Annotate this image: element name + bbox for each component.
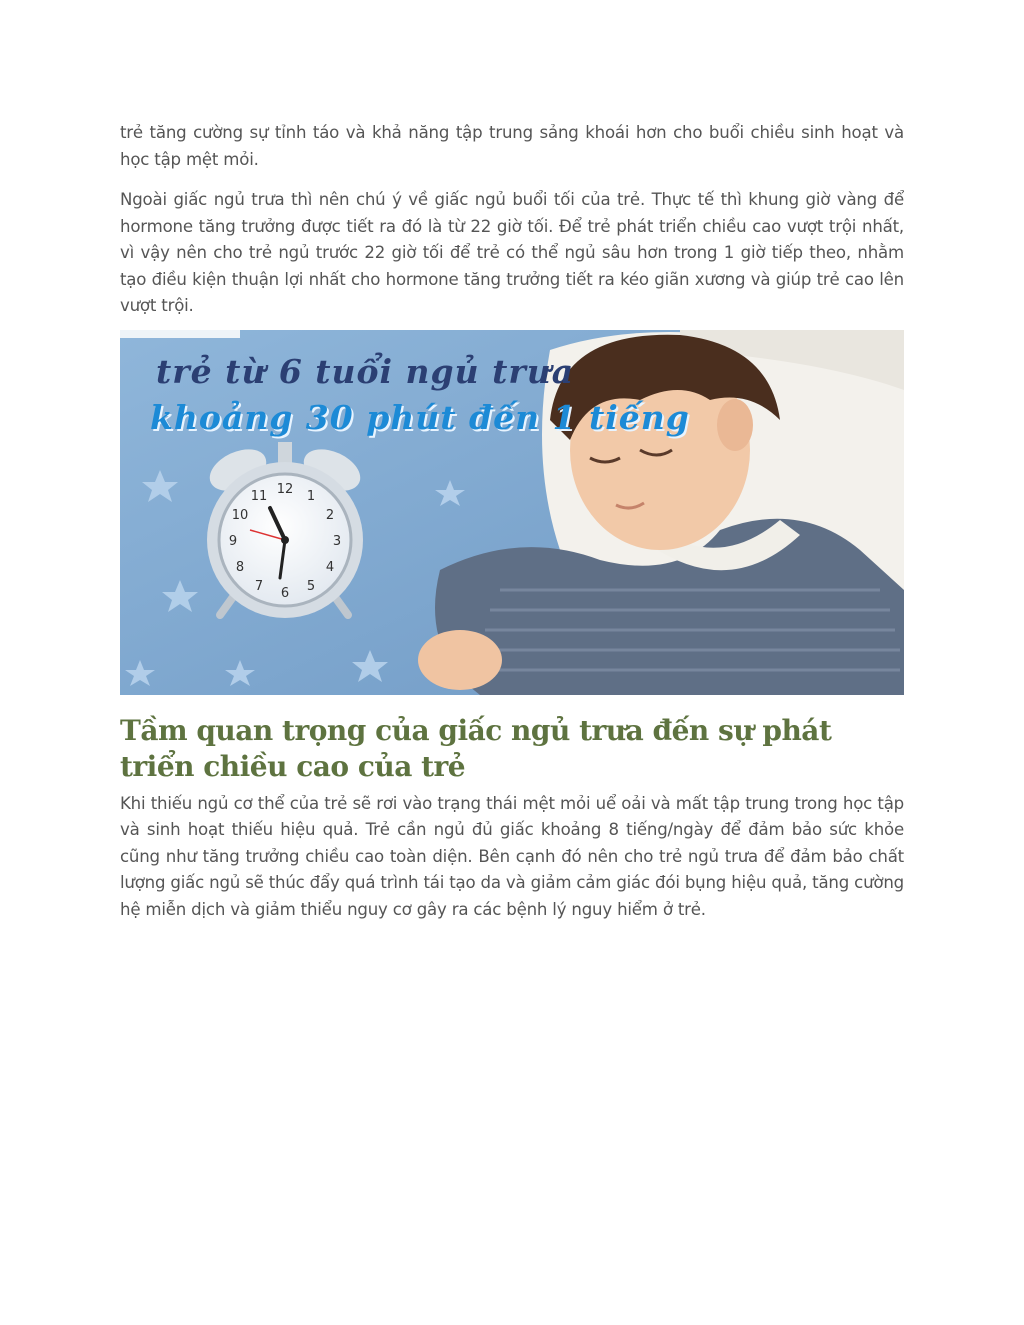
sleeping-child-illustration bbox=[120, 330, 904, 695]
document-page bbox=[120, 120, 904, 923]
clock-number: 6 bbox=[280, 585, 290, 601]
clock-number: 12 bbox=[276, 481, 294, 497]
child-hand bbox=[418, 630, 502, 690]
illustration-caption-line1: trẻ từ 6 tuổi ngủ trưa bbox=[156, 351, 575, 391]
logo-strip bbox=[120, 330, 240, 338]
paragraph-night-sleep: Ngoài giấc ngủ trưa thì nên chú ý về giấc ngủ buổi tối của trẻ. Thực tế thì khung giờ vàng để hormone tăng trưởng được tiết ra đó là từ 22 giờ tối. Để trẻ phát triển chiều cao vượt trội nhất, vì vậy nên cho trẻ ngủ trước 22 giờ tối để trẻ có thể ngủ sâu hơn trong 1 giờ tiếp theo, nhằm tạo điều kiện thuận lợi nhất cho hormone tăng trưởng tiết ra kéo giãn xương và giúp trẻ cao lên vượt trội. bbox=[120, 190, 904, 315]
clock-number: 3 bbox=[332, 533, 342, 549]
illustration-caption-line2: khoảng 30 phút đến 1 tiếng bbox=[150, 397, 690, 437]
clock-number: 8 bbox=[235, 559, 245, 575]
clock-number: 11 bbox=[250, 488, 268, 504]
clock-number: 10 bbox=[231, 507, 249, 523]
clock-number: 4 bbox=[325, 559, 335, 575]
clock-number: 2 bbox=[325, 507, 335, 523]
clock-number: 7 bbox=[254, 578, 264, 594]
alarm-clock bbox=[203, 441, 367, 618]
clock-number: 5 bbox=[306, 578, 316, 594]
clock-number: 9 bbox=[228, 533, 238, 549]
section-paragraph: Khi thiếu ngủ cơ thể của trẻ sẽ rơi vào trạng thái mệt mỏi uể oải và mất tập trung trong học tập và sinh hoạt thiếu hiệu quả. Trẻ cần ngủ đủ giấc khoảng 8 tiếng/ngày để đảm bảo sức khỏe cũng như tăng trưởng chiều cao toàn diện. Bên cạnh đó nên cho trẻ ngủ trưa để đảm bảo chất lượng giấc ngủ sẽ thúc đẩy quá trình tái tạo da và giảm cảm giác đói bụng hiệu quả, tăng cường hệ miễn dịch và giảm thiểu nguy cơ gây ra các bệnh lý nguy hiểm ở trẻ. bbox=[120, 793, 904, 919]
paragraph-intro: trẻ tăng cường sự tỉnh táo và khả năng tập trung sảng khoái hơn cho buổi chiều sinh hoạt và học tập mệt mỏi. bbox=[120, 123, 904, 169]
section-heading: Tầm quan trọng của giấc ngủ trưa đến sự phát triển chiều cao của trẻ bbox=[120, 713, 832, 783]
clock-number: 1 bbox=[306, 488, 316, 504]
